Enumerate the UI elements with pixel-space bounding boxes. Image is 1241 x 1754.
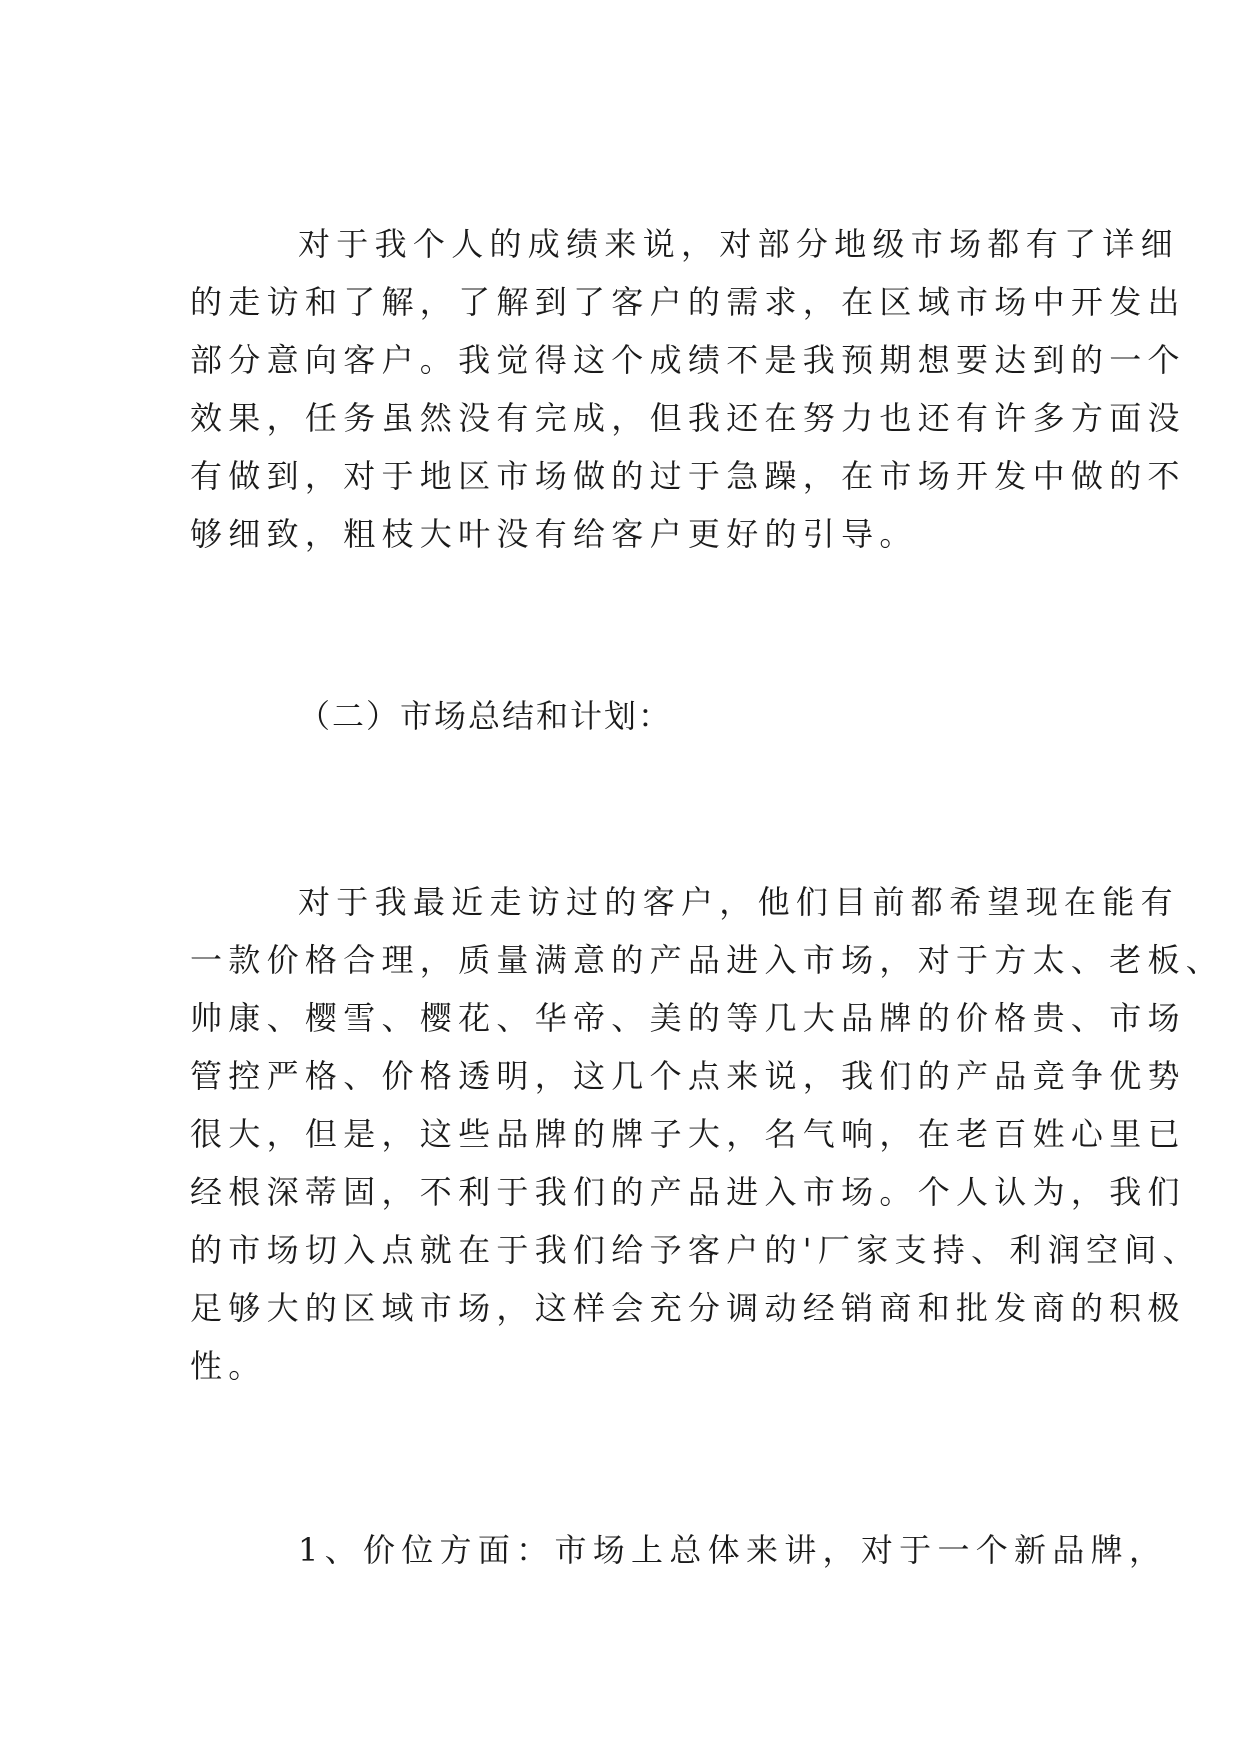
paragraph-line: 对于我最近走访过的客户，他们目前都希望现在能有: [298, 883, 1179, 921]
paragraph-line: 1、价位方面：市场上总体来讲，对于一个新品牌，: [298, 1531, 1168, 1569]
paragraph-line: 很大，但是，这些品牌的牌子大，名气响，在老百姓心里已: [190, 1115, 1186, 1153]
paragraph-line: 的市场切入点就在于我们给予客户的'厂家支持、利润空间、: [190, 1231, 1201, 1269]
paragraph-line: 有做到，对于地区市场做的过于急躁，在市场开发中做的不: [190, 457, 1186, 495]
paragraph-line: 管控严格、价格透明，这几个点来说，我们的产品竞争优势: [190, 1057, 1186, 1095]
paragraph-line: 经根深蒂固，不利于我们的产品进入市场。个人认为，我们: [190, 1173, 1186, 1211]
paragraph-line: 效果，任务虽然没有完成，但我还在努力也还有许多方面没: [190, 399, 1186, 437]
paragraph-line: 够细致，粗枝大叶没有给客户更好的引导。: [190, 515, 918, 553]
section-heading: （二）市场总结和计划：: [298, 697, 673, 735]
paragraph-line: 一款价格合理，质量满意的产品进入市场，对于方太、老板、: [190, 941, 1225, 979]
paragraph-line: 部分意向客户。我觉得这个成绩不是我预期想要达到的一个: [190, 341, 1186, 379]
paragraph-line: 的走访和了解，了解到了客户的需求，在区域市场中开发出: [190, 283, 1186, 321]
paragraph-line: 对于我个人的成绩来说，对部分地级市场都有了详细: [298, 225, 1179, 263]
paragraph-line: 帅康、樱雪、樱花、华帝、美的等几大品牌的价格贵、市场: [190, 999, 1186, 1037]
paragraph-line: 足够大的区域市场，这样会充分调动经销商和批发商的积极: [190, 1289, 1186, 1327]
paragraph-line: 性。: [190, 1347, 267, 1385]
